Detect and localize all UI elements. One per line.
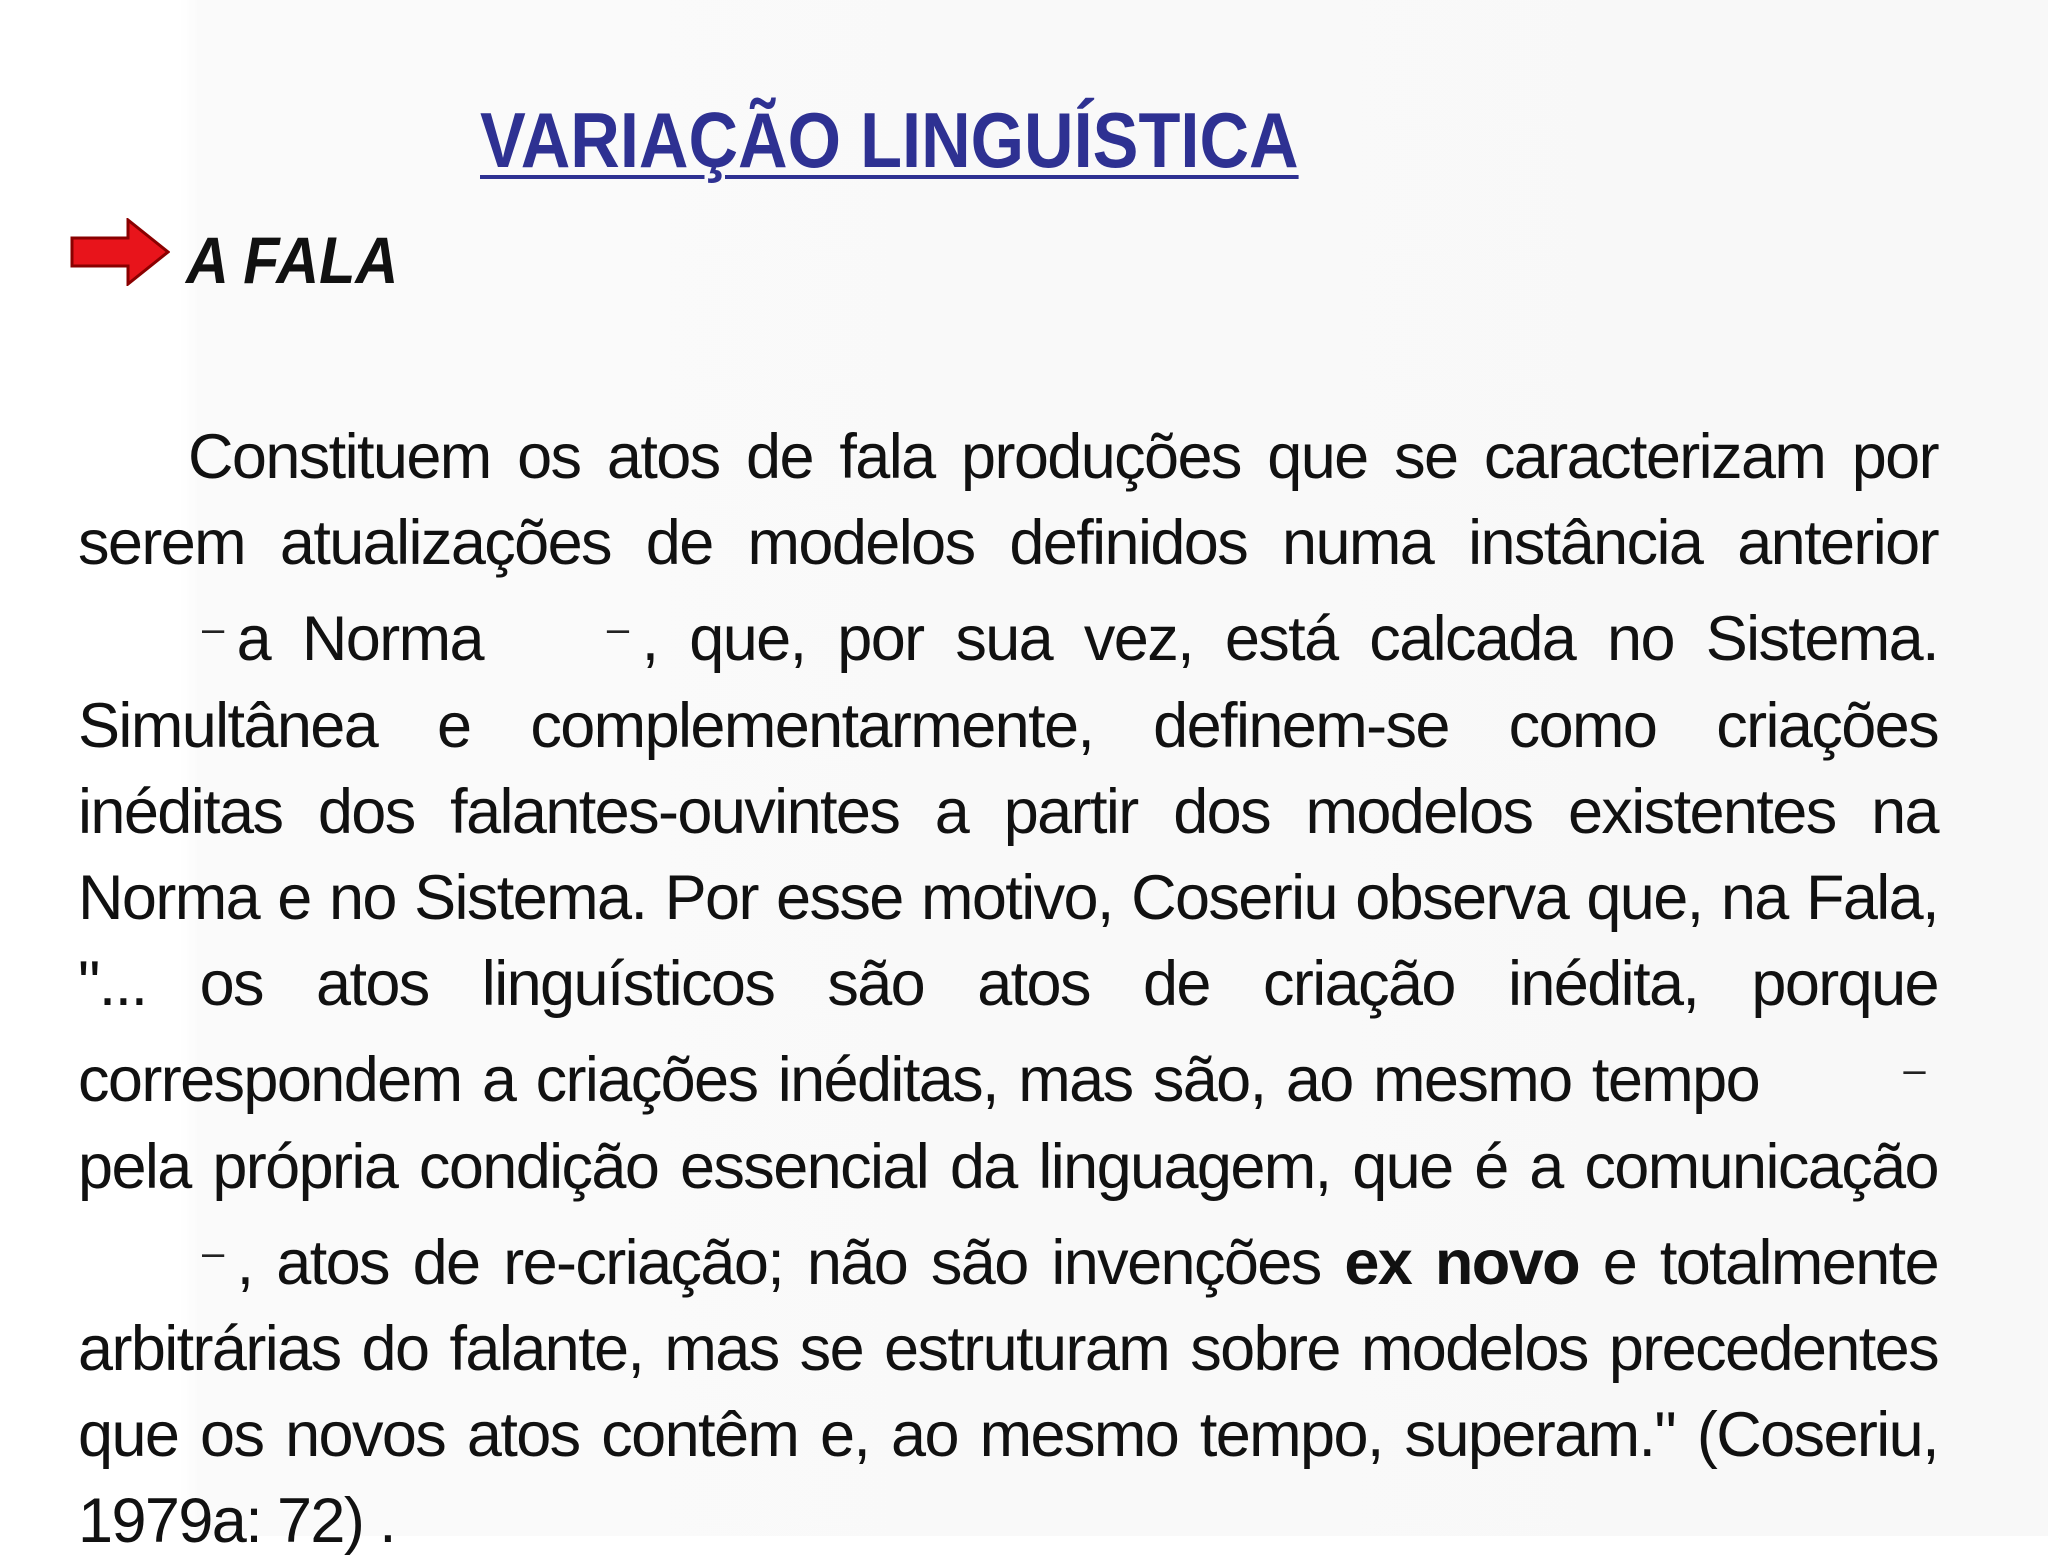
dash-mark: – [606, 607, 628, 652]
paragraph-text-3: , que, por sua vez, está calcada no Sistema. Simultânea e complementarmente, definem-se como criações inéditas dos falantes-ouvintes a partir dos modelos existentes na Norma e no Sistema. Por esse motivo, Coseriu observa que, na Fala, "... os atos linguísticos são atos de criação inédita, porque correspondem a criações inéditas, mas são, ao mesmo tempo [78, 604, 1938, 1116]
paragraph-text-4: pela própria condição essencial da linguagem, que é a comunicação [78, 1131, 1938, 1202]
paragraph-text-1: Constituem os atos de fala produções que se caracterizam por serem atualizações de modelos definidos numa instância anterior [78, 422, 1938, 579]
dash-mark: – [1903, 1048, 1925, 1093]
emphasis-ex-novo: ex novo [1344, 1227, 1579, 1298]
slide-title: VARIAÇÃO LINGUÍSTICA [480, 96, 1299, 184]
dash-mark: – [202, 607, 223, 652]
body-paragraph [78, 414, 1938, 1565]
dash-mark: – [202, 1230, 223, 1275]
section-subtitle: A FALA [186, 223, 399, 297]
paragraph-text-5: , atos de re-criação; não são invenções [236, 1227, 1321, 1298]
red-right-arrow-icon [70, 218, 170, 286]
paragraph-text-6: e totalmente arbitrárias do falante, mas se estruturam sobre modelos precedentes que os novos atos contêm e, ao mesmo tempo, superam." (Coseriu, 1979a: 72) . [78, 1227, 1939, 1557]
paragraph-text-2: a Norma [236, 604, 483, 675]
